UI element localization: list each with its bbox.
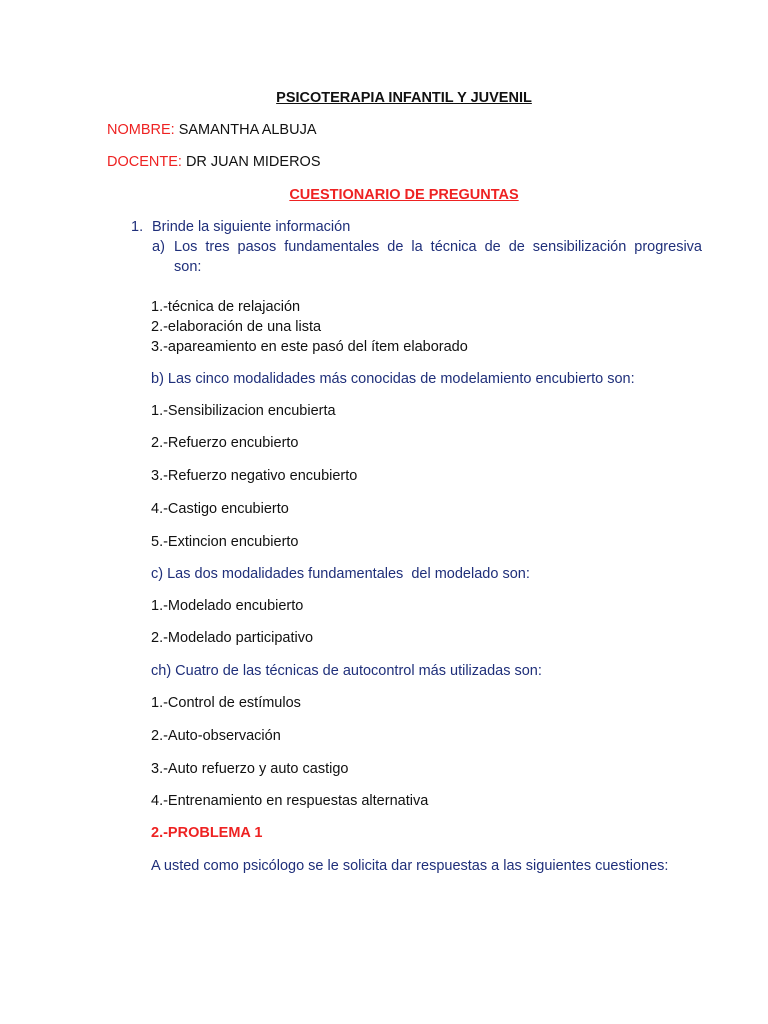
q1a-question-line2: son: xyxy=(174,259,202,275)
q1ch-answer: 4.-Entrenamiento en respuestas alternativa xyxy=(151,793,429,809)
q1b-question: b) Las cinco modalidades más conocidas de modelamiento encubierto son: xyxy=(151,371,635,387)
q1b-answer: 4.-Castigo encubierto xyxy=(151,501,289,517)
q1b-answer: 5.-Extincion encubierto xyxy=(151,534,299,550)
q1b-answer: 3.-Refuerzo negativo encubierto xyxy=(151,468,358,484)
q1ch-answer: 2.-Auto-observación xyxy=(151,728,281,744)
q1a-answer: 3.-apareamiento en este pasó del ítem elaborado xyxy=(151,339,468,355)
q1c-answer: 2.-Modelado participativo xyxy=(151,630,314,646)
document-title: PSICOTERAPIA INFANTIL Y JUVENIL xyxy=(276,90,532,106)
q1ch-answer: 3.-Auto refuerzo y auto castigo xyxy=(151,761,349,777)
q2-text: A usted como psicólogo se le solicita dar respuestas a las siguientes cuestiones: xyxy=(151,858,669,874)
q1ch-question: ch) Cuatro de las técnicas de autocontrol más utilizadas son: xyxy=(151,663,542,679)
section-title: CUESTIONARIO DE PREGUNTAS xyxy=(289,187,519,203)
docente-row xyxy=(107,153,321,171)
q1ch-answer: 1.-Control de estímulos xyxy=(151,695,301,711)
q1c-answer: 1.-Modelado encubierto xyxy=(151,598,304,614)
q1-heading: Brinde la siguiente información xyxy=(152,219,351,235)
q1b-answer: 2.-Refuerzo encubierto xyxy=(151,435,299,451)
q1a-label: a) xyxy=(152,239,165,255)
q1a-answer: 1.-técnica de relajación xyxy=(151,299,301,315)
q2-heading: 2.-PROBLEMA 1 xyxy=(151,825,263,841)
q1c-question: c) Las dos modalidades fundamentales del modelado son: xyxy=(151,566,530,582)
q1a-question-line1: Los tres pasos fundamentales de la técnica de de sensibilización progresiva xyxy=(174,239,702,255)
q1a-answer: 2.-elaboración de una lista xyxy=(151,319,322,335)
docente-label: DOCENTE: xyxy=(107,154,182,170)
nombre-value: SAMANTHA ALBUJA xyxy=(178,122,317,138)
q1-number: 1. xyxy=(131,219,144,235)
nombre-row xyxy=(107,121,317,139)
q1b-answer: 1.-Sensibilizacion encubierta xyxy=(151,403,336,419)
docente-value: DR JUAN MIDEROS xyxy=(185,154,321,170)
nombre-label: NOMBRE: xyxy=(107,122,175,138)
